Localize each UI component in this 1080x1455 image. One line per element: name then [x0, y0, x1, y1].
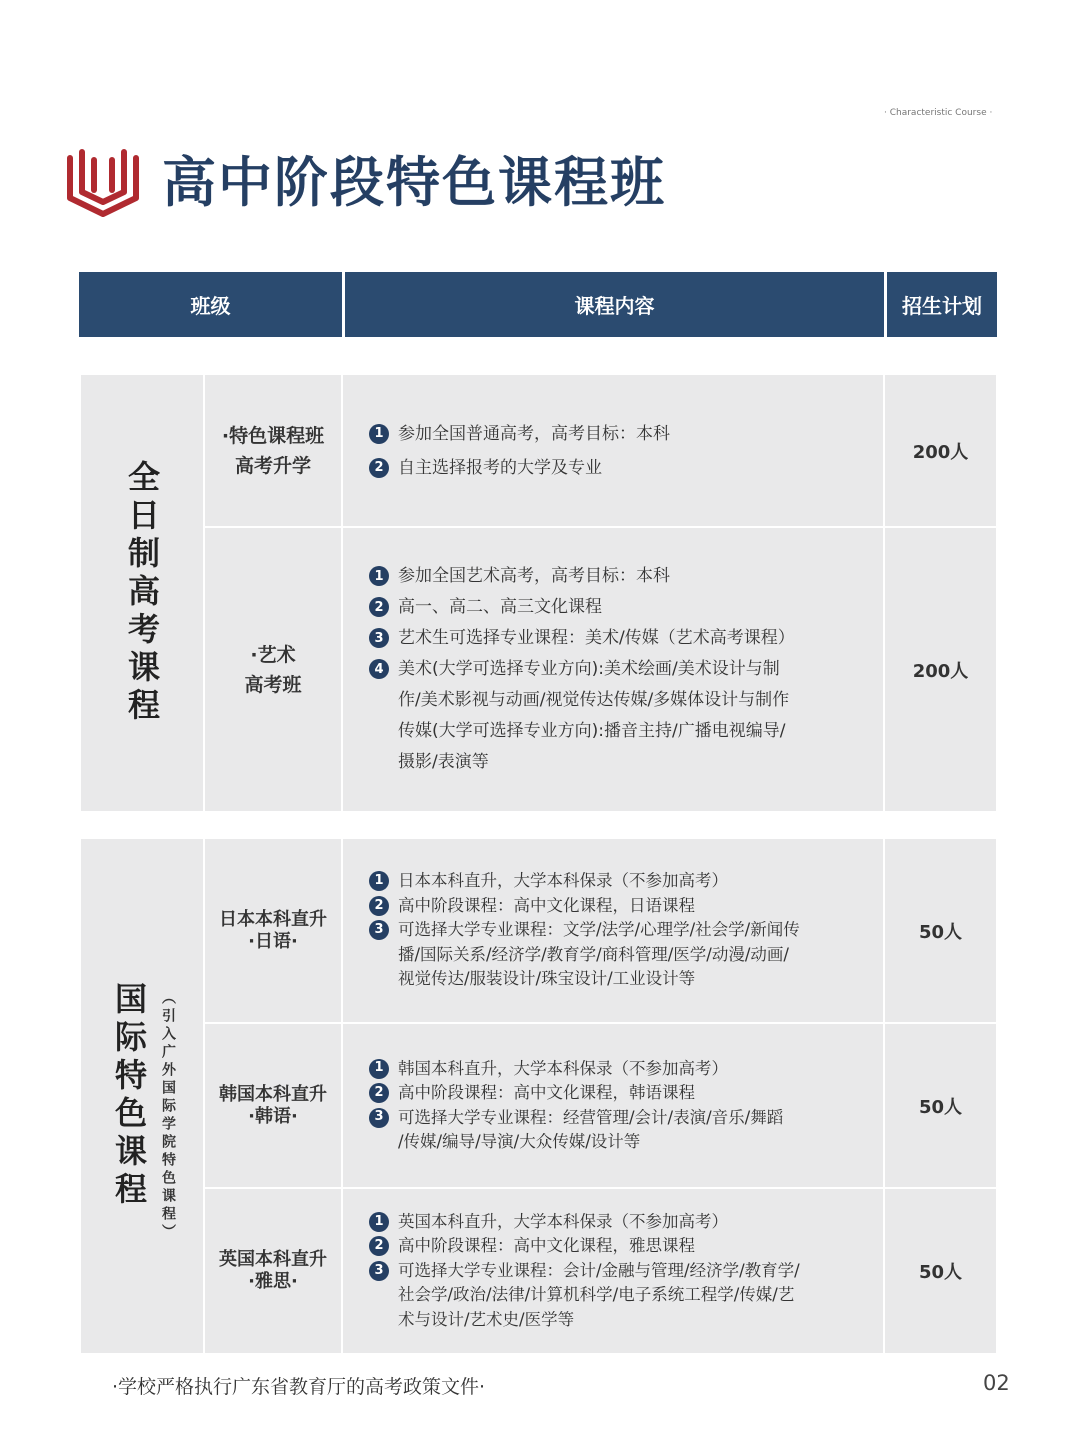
- group-fulltime: [81, 375, 996, 811]
- item-text: 摄影/表演等: [398, 752, 489, 772]
- item-text: 术与设计/艺术史/医学等: [398, 1309, 575, 1329]
- list-item: [369, 894, 869, 919]
- item-text: 社会学/政治/法律/计算机科学/电子系统工程学/传媒/艺: [398, 1285, 795, 1305]
- page-number: 02: [983, 1371, 1010, 1395]
- footer-note: ·学校严格执行广东省教育厅的高考政策文件·: [112, 1376, 486, 1398]
- item-text: 艺术生可选择专业课程：美术/传媒（艺术高考课程）: [398, 628, 795, 648]
- list-item: [369, 1234, 869, 1259]
- item-text: 播/国际关系/经济学/教育学/商科管理/医学/动漫/动画/: [398, 944, 789, 964]
- item-text: /传媒/编导/导演/大众传媒/设计等: [398, 1132, 641, 1151]
- class-cell: [205, 375, 341, 526]
- content-cell: [343, 1024, 883, 1187]
- content-cell: [343, 839, 883, 1022]
- number-badge-2: 2: [369, 896, 389, 916]
- header-class: 班级: [190, 294, 231, 318]
- list-item: [369, 451, 869, 485]
- number-badge-1: 1: [369, 424, 389, 444]
- list-item: [369, 869, 869, 894]
- number-badge-3: 3: [369, 1108, 389, 1128]
- section-tag: · Characteristic Course ·: [884, 108, 993, 118]
- category-cell: [81, 375, 203, 811]
- category-label: 全日制高考课程: [123, 460, 161, 726]
- group-international: [81, 839, 996, 1353]
- content-cell: [343, 1189, 883, 1353]
- list-item: [369, 1081, 869, 1106]
- list-item: [369, 1106, 869, 1155]
- header-plan: 招生计划: [884, 272, 997, 337]
- class-name: ·艺术: [250, 643, 296, 666]
- number-badge-1: 1: [369, 1212, 389, 1232]
- item-text: 英国本科直升，大学本科保录（不参加高考）: [398, 1211, 728, 1231]
- class-name: 英国本科直升: [219, 1249, 327, 1270]
- number-badge-2: 2: [369, 1083, 389, 1103]
- item-text: 高一、高二、高三文化课程: [398, 597, 602, 617]
- class-cell: [205, 1189, 341, 1353]
- class-cell: [205, 528, 341, 811]
- class-name: 高考升学: [234, 454, 311, 477]
- item-text: 韩国本科直升，大学本科保录（不参加高考）: [398, 1058, 728, 1078]
- item-text: 高中阶段课程：高中文化课程，日语课程: [398, 895, 695, 915]
- plan-cell: 200人: [885, 375, 996, 526]
- class-name: ·特色课程班: [221, 424, 325, 447]
- number-badge-2: 2: [369, 1236, 389, 1256]
- class-name: 高考班: [244, 673, 302, 696]
- list-item: [369, 1259, 869, 1333]
- category-label: 国际特色课程: [110, 982, 148, 1210]
- number-badge-1: 1: [369, 1059, 389, 1079]
- list-item: [369, 1057, 869, 1082]
- plan-cell: 50人: [885, 839, 996, 1022]
- list-item: [369, 1210, 869, 1235]
- plan-cell: 50人: [885, 1189, 996, 1353]
- page-title: 高中阶段特色课程班: [162, 151, 666, 214]
- class-name: 韩国本科直升: [219, 1083, 327, 1105]
- number-badge-1: 1: [369, 871, 389, 891]
- item-text: 自主选择报考的大学及专业: [398, 457, 602, 478]
- item-text: 视觉传达/服装设计/珠宝设计/工业设计等: [398, 969, 696, 989]
- item-text: 美术(大学可选择专业方向):美术绘画/美术设计与制: [398, 659, 780, 679]
- item-text: 参加全国普通高考，高考目标：本科: [398, 423, 670, 444]
- number-badge-3: 3: [369, 1261, 389, 1281]
- item-text: 高中阶段课程：高中文化课程，韩语课程: [398, 1083, 695, 1102]
- item-text: 作/美术影视与动画/视觉传达传媒/多媒体设计与制作: [398, 690, 790, 710]
- class-name: ·韩语·: [248, 1105, 298, 1127]
- open-book-icon: [64, 146, 142, 218]
- list-item: [369, 592, 869, 623]
- item-text: 可选择大学专业课程：会计/金融与管理/经济学/教育学/: [398, 1260, 800, 1280]
- number-badge-2: 2: [369, 597, 389, 617]
- number-badge-3: 3: [369, 920, 389, 940]
- class-cell: [205, 839, 341, 1022]
- item-text: 可选择大学专业课程：文学/法学/心理学/社会学/新闻传: [398, 920, 800, 940]
- category-cell: [81, 839, 203, 1353]
- class-name: ·日语·: [248, 930, 298, 952]
- list-item: [369, 654, 869, 778]
- plan-cell: 200人: [885, 528, 996, 811]
- class-name: 日本本科直升: [219, 908, 327, 930]
- item-text: 可选择大学专业课程：经营管理/会计/表演/音乐/舞蹈: [398, 1107, 784, 1127]
- list-item: [369, 918, 869, 992]
- class-name: ·雅思·: [248, 1271, 298, 1292]
- category-sublabel: （引入广外国际学院特色课程）: [160, 990, 176, 1242]
- number-badge-2: 2: [369, 458, 389, 478]
- list-item: [369, 417, 869, 451]
- list-item: [369, 623, 869, 654]
- number-badge-4: 4: [369, 659, 389, 679]
- content-cell: [343, 375, 883, 526]
- list-item: [369, 561, 869, 592]
- header-content: 课程内容: [342, 272, 884, 337]
- number-badge-1: 1: [369, 566, 389, 586]
- plan-cell: 50人: [885, 1024, 996, 1187]
- item-text: 传媒(大学可选择专业方向):播音主持/广播电视编导/: [398, 721, 786, 741]
- item-text: 参加全国艺术高考，高考目标：本科: [398, 566, 670, 586]
- content-cell: [343, 528, 883, 811]
- class-cell: [205, 1024, 341, 1187]
- item-text: 高中阶段课程：高中文化课程，雅思课程: [398, 1236, 695, 1256]
- number-badge-3: 3: [369, 628, 389, 648]
- item-text: 日本本科直升，大学本科保录（不参加高考）: [398, 871, 728, 891]
- table-header: [79, 272, 997, 337]
